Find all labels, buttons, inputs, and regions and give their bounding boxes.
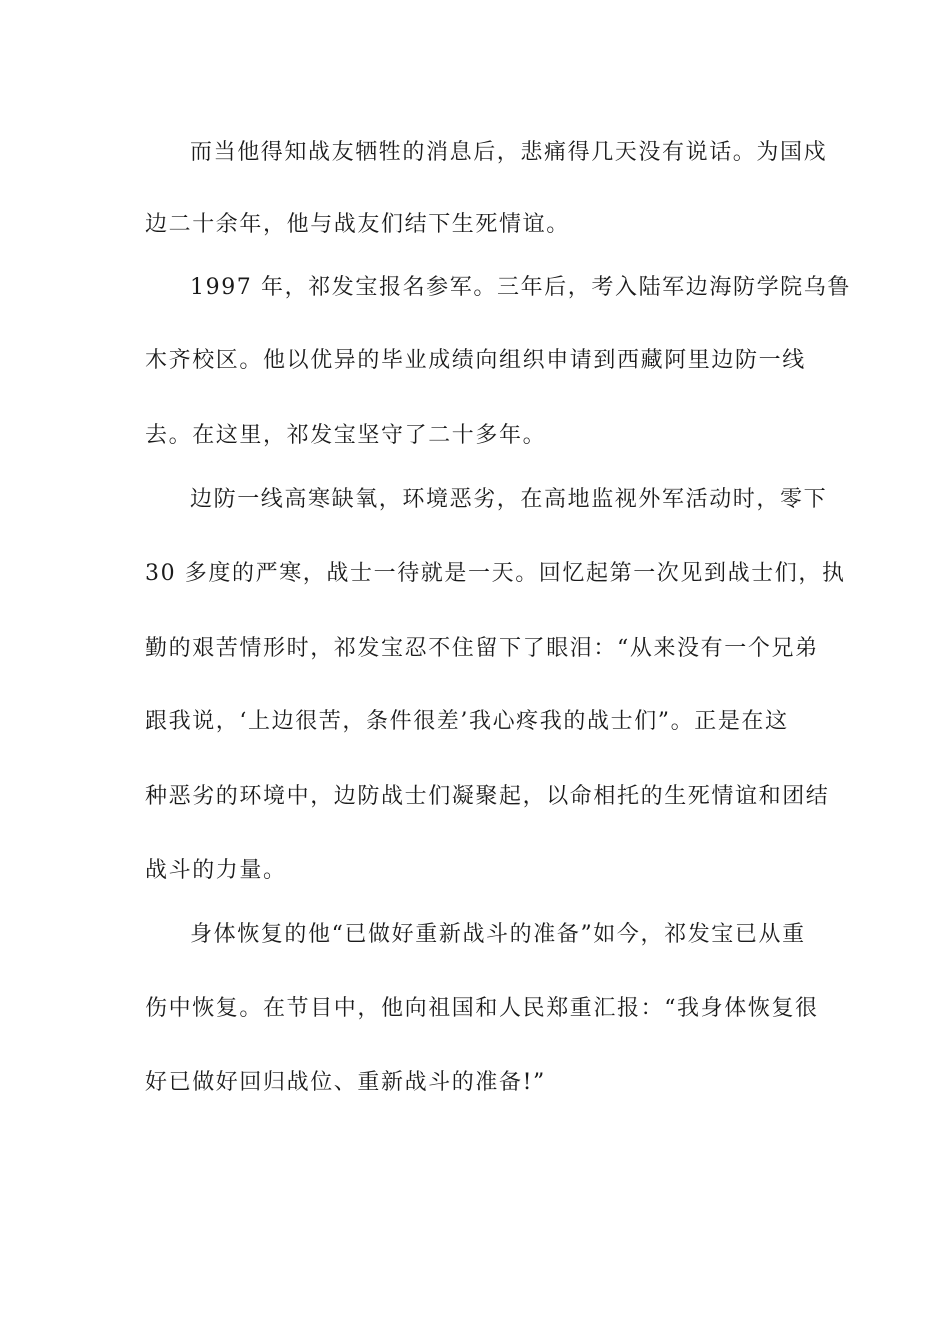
paragraph-line: 伤中恢复。在节目中，他向祖国和人民郑重汇报：“我身体恢复很 [145, 996, 819, 1021]
paragraph-line: 去。在这里，祁发宝坚守了二十多年。 [145, 423, 547, 448]
paragraph-line: 跟我说，‘上边很苦，条件很差’我心疼我的战士们”。正是在这 [145, 709, 789, 734]
paragraph-line: 木齐校区。他以优异的毕业成绩向组织申请到西藏阿里边防一线 [145, 348, 806, 373]
paragraph-line: 勤的艰苦情形时，祁发宝忍不住留下了眼泪：“从来没有一个兄弟 [145, 636, 819, 661]
paragraph-line: 身体恢复的他“已做好重新战斗的准备”如今，祁发宝已从重 [190, 922, 806, 947]
paragraph-line: 而当他得知战友牺牲的消息后，悲痛得几天没有说话。为国戍 [190, 140, 828, 165]
paragraph-line: 1997 年，祁发宝报名参军。三年后，考入陆军边海防学院乌鲁 [190, 275, 851, 300]
paragraph-line: 30 多度的严寒，战士一待就是一天。回忆起第一次见到战士们，执 [145, 561, 846, 586]
paragraph-line: 战斗的力量。 [145, 858, 287, 883]
paragraph-line: 边二十余年，他与战友们结下生死情谊。 [145, 212, 570, 237]
paragraph-line: 好已做好回归战位、重新战斗的准备!” [145, 1070, 546, 1095]
paragraph-line: 边防一线高寒缺氧，环境恶劣，在高地监视外军活动时，零下 [190, 487, 828, 512]
paragraph-line: 种恶劣的环境中，边防战士们凝聚起，以命相托的生死情谊和团结 [145, 784, 830, 809]
